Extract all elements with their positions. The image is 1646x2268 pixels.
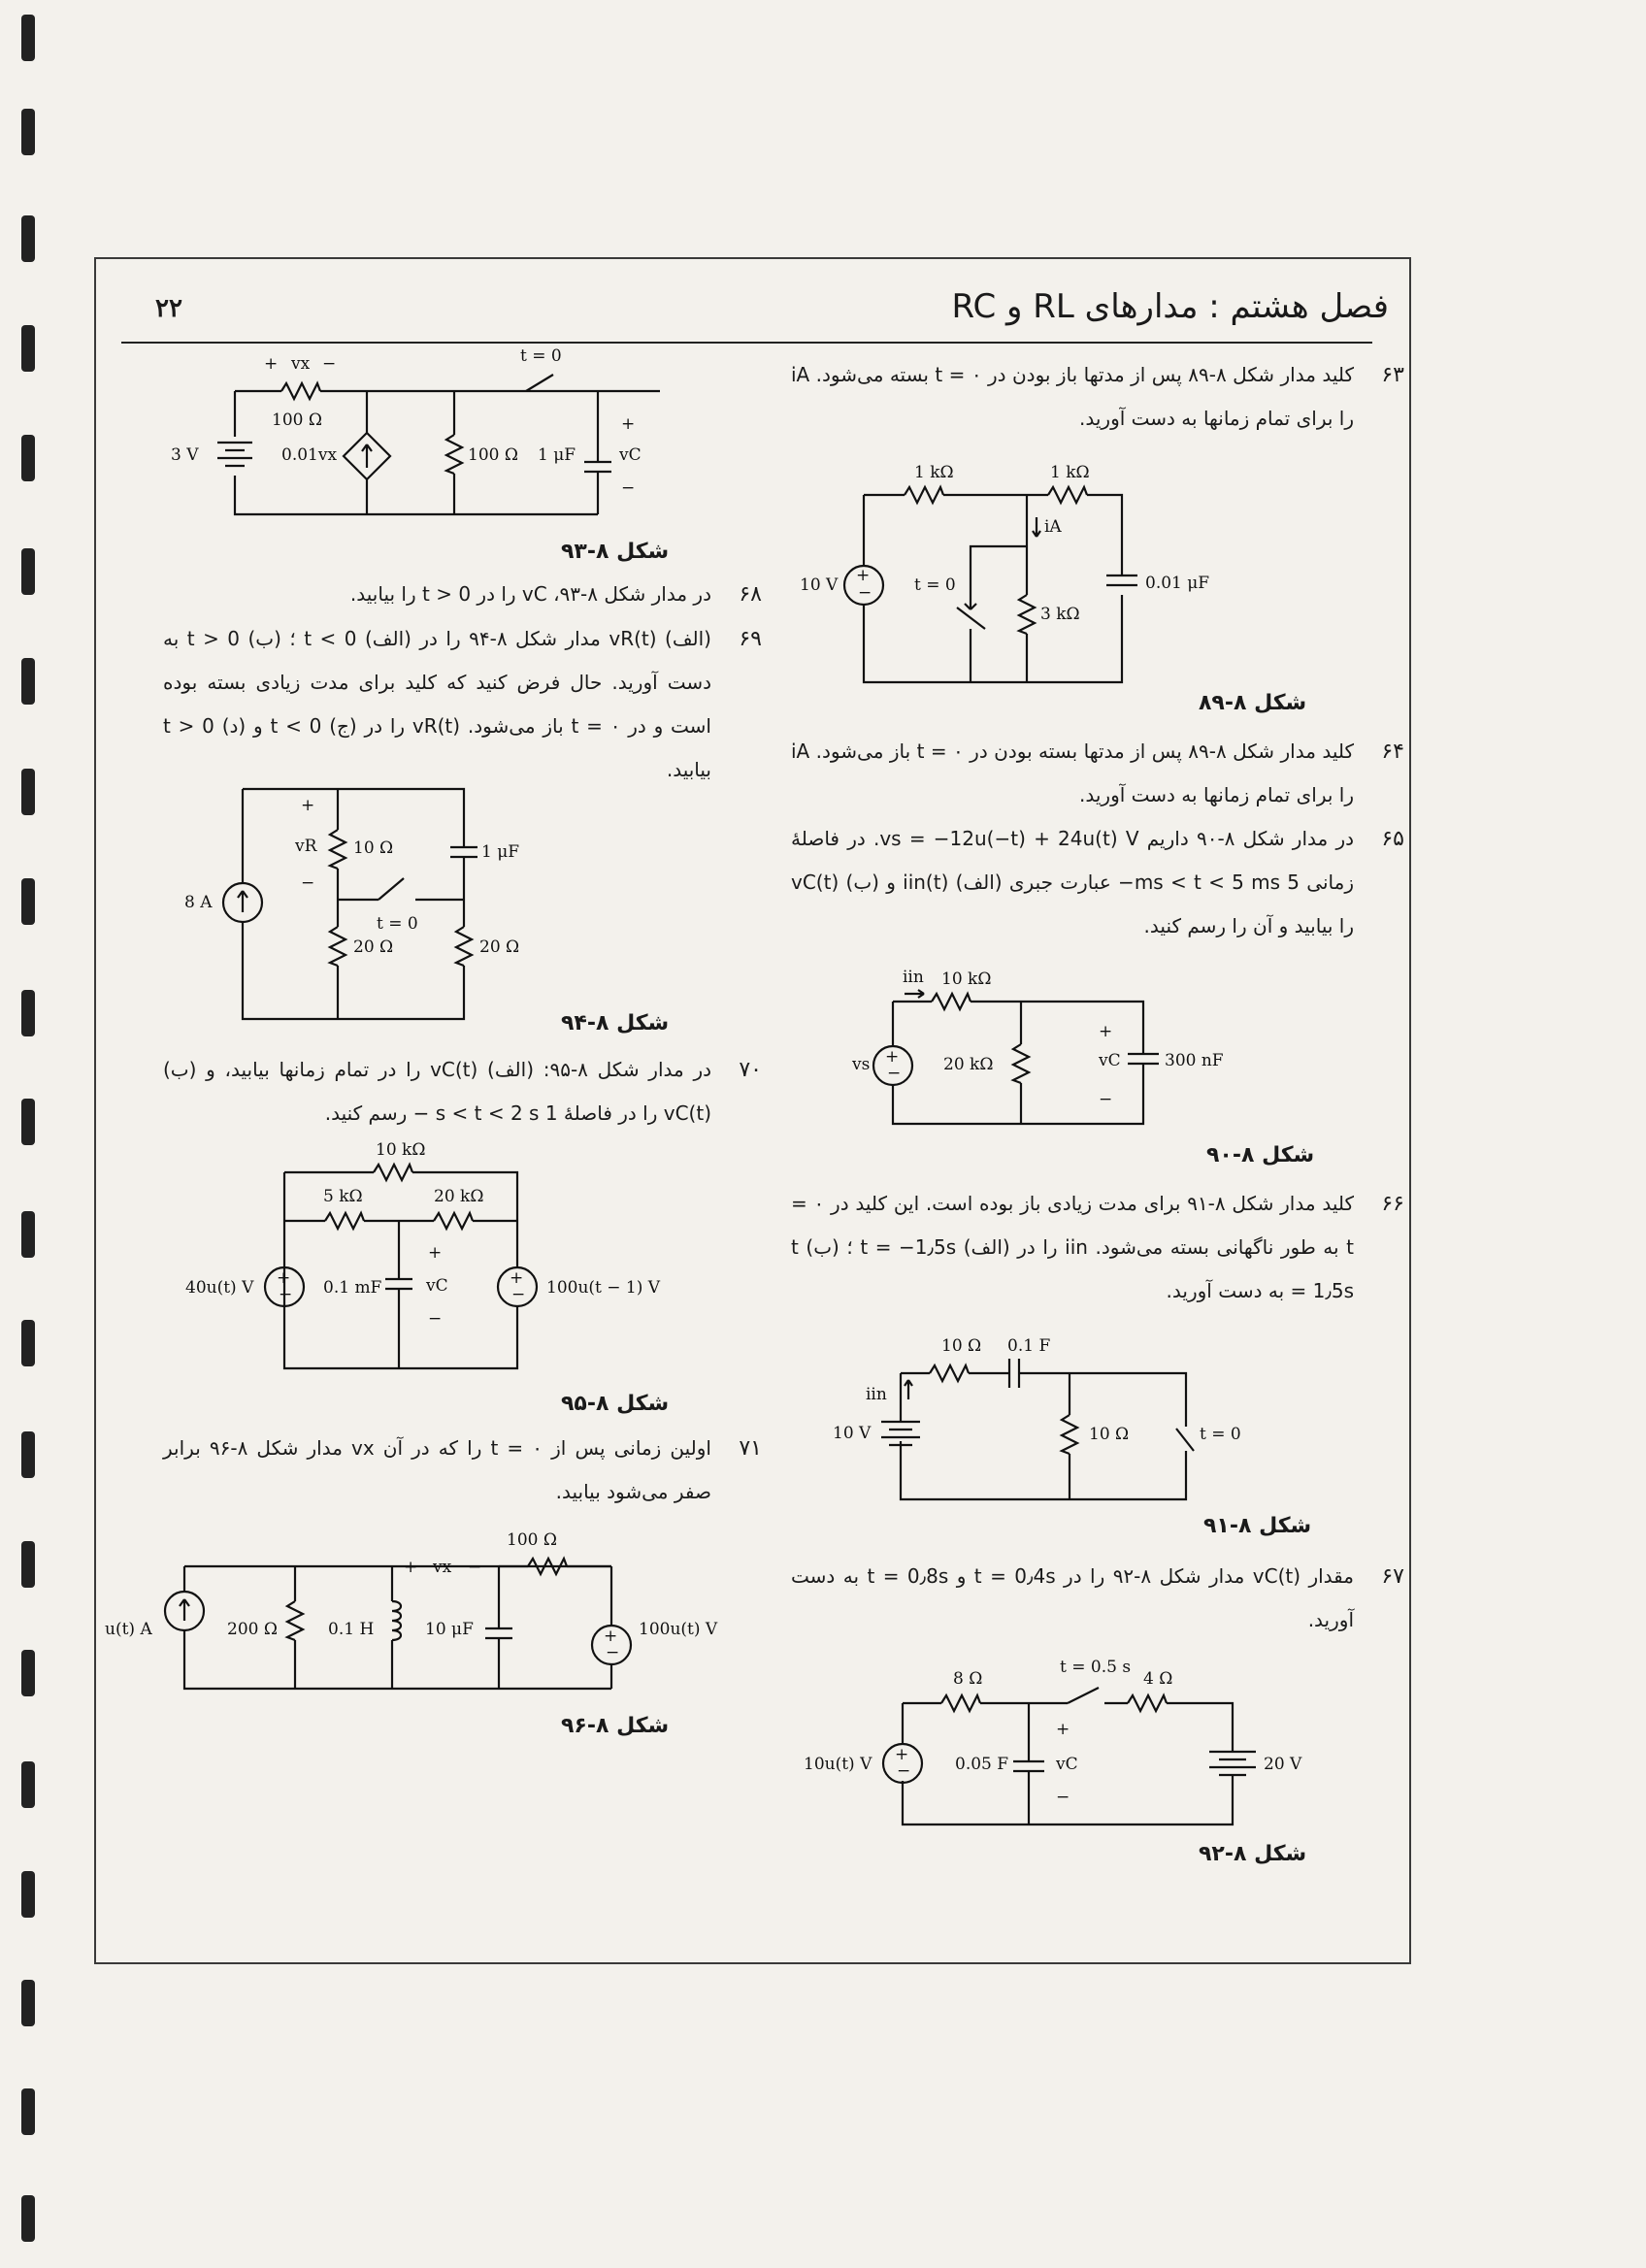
label-cap: 300 nF bbox=[1165, 1051, 1224, 1070]
capacitor bbox=[1106, 575, 1137, 585]
binder-hole bbox=[21, 658, 35, 705]
problem-text: در مدار شکل ۸-۹۵: (الف) vC(t) را در تمام زمانها بیابید، و (ب) vC(t) را در فاصلهٔ 1 s < t < 2 s − رسم کنید. bbox=[163, 1058, 712, 1125]
current-arrow-icon bbox=[1033, 517, 1040, 537]
label-vr: vR bbox=[295, 837, 317, 856]
figure-caption: شکل ۸-۹۲ bbox=[1199, 1842, 1307, 1866]
label-r1: 200 Ω bbox=[227, 1620, 278, 1639]
resistor-100-a bbox=[281, 383, 320, 399]
resistor-200 bbox=[287, 1601, 303, 1640]
circuit-figure-8-94 bbox=[175, 781, 563, 1024]
label-source: 10u(t) V bbox=[804, 1755, 872, 1774]
label-dependent-source: 0.01vx bbox=[281, 445, 338, 465]
label-source-2: 100u(t) V bbox=[639, 1620, 718, 1639]
label-r2: 100 Ω bbox=[468, 445, 518, 465]
svg-text:+: + bbox=[885, 1047, 900, 1067]
switch-blade bbox=[526, 375, 553, 391]
binder-hole bbox=[21, 548, 35, 595]
switch-blade bbox=[379, 878, 404, 900]
binder-hole bbox=[21, 1211, 35, 1258]
capacitor-300nF bbox=[1128, 1054, 1159, 1064]
capacitor-1uF bbox=[450, 847, 477, 857]
label-vc: vC bbox=[426, 1276, 448, 1296]
label-ia: iA bbox=[1044, 517, 1062, 537]
current-arrow-icon bbox=[905, 990, 924, 998]
problem-text: اولین زمانی پس از ۰ = t را که در آن vx مدار شکل ۸-۹۶ برابر صفر می‌شود بیابید. bbox=[163, 1436, 711, 1503]
label-cap: 0.01 μF bbox=[1145, 574, 1210, 593]
switch-blade bbox=[1068, 1688, 1099, 1703]
binder-hole bbox=[21, 2195, 35, 2242]
resistor-10k bbox=[932, 994, 971, 1009]
problem-text: کلید مدار شکل ۸-۹۱ برای مدت زیادی باز بوده است. این کلید در ۰ = t به طور ناگهانی بسته می‌شود. iin را در (الف) t = −1٫5s ؛ (ب) t = 1٫5s به دست آورید. bbox=[791, 1192, 1354, 1302]
label-r1: 10 Ω bbox=[353, 838, 394, 858]
label-iin: iin bbox=[903, 968, 924, 987]
label-cap: 10 μF bbox=[425, 1620, 474, 1639]
current-arrow-icon bbox=[905, 1380, 912, 1399]
svg-text:−: − bbox=[621, 478, 636, 498]
problem-number: ۶۴ bbox=[1381, 740, 1404, 764]
capacitor-0.05F bbox=[1013, 1703, 1044, 1824]
wires bbox=[864, 495, 1122, 682]
label-source: 3 V bbox=[171, 445, 199, 465]
label-iin: iin bbox=[866, 1385, 887, 1404]
label-r3: 20 Ω bbox=[479, 937, 520, 957]
binder-hole bbox=[21, 1980, 35, 2026]
label-r2: 20 kΩ bbox=[943, 1055, 994, 1074]
label-r1: 100 Ω bbox=[272, 411, 322, 430]
resistor-4 bbox=[1128, 1695, 1167, 1711]
plus-sign: + bbox=[404, 1558, 418, 1577]
label-source-1: 40u(t) V bbox=[185, 1278, 254, 1298]
resistor-3k bbox=[1019, 595, 1035, 634]
wires bbox=[284, 1221, 517, 1368]
capacitor-0.1mF bbox=[385, 1221, 412, 1368]
problem-66 bbox=[791, 1182, 1404, 1313]
switch-blade bbox=[1176, 1429, 1194, 1451]
wires bbox=[243, 789, 464, 1019]
problem-text: مقدار vC(t) مدار شکل ۸-۹۲ را در t = 0٫4s و t = 0٫8s به دست آورید. bbox=[791, 1564, 1355, 1631]
wires-middle bbox=[971, 495, 1027, 682]
plus-sign: + bbox=[1056, 1720, 1070, 1739]
label-vx: vx bbox=[433, 1558, 452, 1577]
resistor-8 bbox=[941, 1695, 980, 1711]
wires-middle bbox=[338, 789, 464, 1019]
battery-3V bbox=[217, 443, 252, 466]
binder-hole bbox=[21, 1761, 35, 1808]
label-switch: t = 0.5 s bbox=[1060, 1658, 1132, 1677]
label-cap: 1 μF bbox=[481, 842, 520, 862]
label-source: 10 V bbox=[800, 575, 839, 595]
current-arrow-icon bbox=[238, 891, 247, 912]
label-r1: 10 Ω bbox=[941, 1336, 982, 1356]
label-r3: 3 kΩ bbox=[1040, 605, 1080, 624]
label-r2: 1 kΩ bbox=[1050, 463, 1090, 482]
label-switch: t = 0 bbox=[377, 914, 418, 934]
binder-hole bbox=[21, 990, 35, 1036]
circuit-figure-8-93 bbox=[167, 347, 662, 522]
problem-number: ۷۱ bbox=[739, 1436, 762, 1461]
label-source: 10 V bbox=[833, 1424, 872, 1443]
svg-text:+: + bbox=[510, 1268, 524, 1288]
minus-sign: − bbox=[301, 873, 315, 893]
binder-hole bbox=[21, 1320, 35, 1366]
minus-sign: − bbox=[1099, 1090, 1113, 1109]
label-source: vs bbox=[852, 1055, 871, 1074]
svg-text:+: + bbox=[277, 1268, 291, 1288]
resistor-1k-a bbox=[905, 487, 943, 503]
binder-hole bbox=[21, 1099, 35, 1145]
label-switch: t = 0 bbox=[520, 346, 562, 366]
binder-hole bbox=[21, 325, 35, 372]
problem-number: ۶۶ bbox=[1381, 1192, 1404, 1216]
problem-63 bbox=[791, 353, 1404, 441]
label-switch: t = 0 bbox=[1200, 1425, 1241, 1444]
label-cap: 0.05 F bbox=[955, 1755, 1009, 1774]
label-r3: 20 kΩ bbox=[434, 1187, 484, 1206]
svg-text:+: + bbox=[856, 566, 871, 585]
wires bbox=[901, 1373, 1186, 1499]
label-r2: 4 Ω bbox=[1143, 1669, 1173, 1689]
capacitor-1uF bbox=[584, 391, 611, 472]
problem-text: کلید مدار شکل ۸-۸۹ پس از مدتها باز بودن در ۰ = t بسته می‌شود. iA را برای تمام زمانها به دست آورید. bbox=[791, 363, 1354, 430]
resistor-20k bbox=[1013, 1044, 1029, 1083]
binder-hole bbox=[21, 1650, 35, 1696]
problem-64 bbox=[791, 730, 1404, 817]
figure-caption: شکل ۸-۸۹ bbox=[1199, 691, 1307, 715]
label-r1: 8 Ω bbox=[953, 1669, 983, 1689]
binder-hole bbox=[21, 435, 35, 481]
resistor-20-a bbox=[330, 927, 346, 966]
figure-caption: شکل ۸-۹۳ bbox=[561, 540, 670, 564]
page-number: ۲۲ bbox=[155, 294, 182, 323]
problem-number: ۶۵ bbox=[1381, 827, 1404, 851]
label-r1: 1 kΩ bbox=[914, 463, 954, 482]
svg-text:+: + bbox=[621, 414, 636, 434]
problem-65 bbox=[791, 817, 1404, 948]
binder-hole bbox=[21, 1431, 35, 1478]
minus-sign: − bbox=[468, 1558, 482, 1577]
problem-text: در مدار شکل ۸-۹۰ داریم vs = −12u(−t) + 24u(t) V. در فاصلهٔ زمانی 5 ms < t < 5 ms− عبارت جبری (الف) iin(t) و (ب) vC(t) را بیابید و آن را رسم کنید. bbox=[791, 827, 1355, 937]
binder-hole bbox=[21, 1541, 35, 1588]
label-battery: 20 V bbox=[1264, 1755, 1302, 1774]
current-arrow-icon bbox=[362, 444, 372, 468]
plus-sign: + bbox=[301, 796, 315, 815]
plus-sign: + bbox=[264, 354, 279, 374]
label-vc: vC bbox=[619, 445, 642, 465]
minus-sign: − bbox=[322, 354, 337, 374]
battery-20V bbox=[1209, 1752, 1256, 1775]
label-r2: 5 kΩ bbox=[323, 1187, 363, 1206]
figure-caption: شکل ۸-۹۶ bbox=[561, 1714, 670, 1738]
svg-text:−: − bbox=[606, 1643, 620, 1662]
binder-hole bbox=[21, 1871, 35, 1918]
label-r1: 10 kΩ bbox=[941, 970, 992, 989]
resistor-1k-b bbox=[1048, 487, 1087, 503]
binder-hole bbox=[21, 109, 35, 155]
circuit-figure-8-92 bbox=[796, 1655, 1300, 1834]
problem-number: ۶۷ bbox=[1381, 1564, 1404, 1589]
current-arrow-icon bbox=[180, 1599, 189, 1621]
problem-text: کلید مدار شکل ۸-۸۹ پس از مدتها بسته بودن در ۰ = t باز می‌شود. iA را برای تمام زمانها به دست آورید. bbox=[791, 740, 1354, 806]
resistor-20k bbox=[434, 1213, 473, 1229]
problem-text: (الف) vR(t) مدار شکل ۸-۹۴ را در (الف) t < 0 ؛ (ب) t > 0 به دست آورید. حال فرض کنید که کلید برای مدت زیادی بسته بوده است و در ۰ = t باز می‌شود. vR(t) را در (ج) t < 0 و (د) t > 0 بیابید. bbox=[163, 627, 711, 781]
capacitor-0.1F bbox=[1009, 1359, 1019, 1388]
circuit-figure-8-91 bbox=[825, 1330, 1241, 1509]
resistor-10b bbox=[1062, 1415, 1077, 1454]
problem-number: ۶۹ bbox=[739, 627, 762, 651]
label-r2: 20 Ω bbox=[353, 937, 394, 957]
figure-caption: شکل ۸-۹۱ bbox=[1203, 1514, 1312, 1538]
figure-caption: شکل ۸-۹۴ bbox=[561, 1011, 670, 1035]
label-cap: 0.1 F bbox=[1007, 1336, 1051, 1356]
label-r1: 10 kΩ bbox=[376, 1140, 426, 1160]
resistor-10 bbox=[330, 830, 346, 869]
figure-caption: شکل ۸-۹۵ bbox=[561, 1392, 670, 1416]
label-cap: 0.1 mF bbox=[323, 1278, 382, 1298]
problem-71 bbox=[163, 1427, 762, 1514]
svg-text:−: − bbox=[279, 1285, 293, 1304]
resistor-10k bbox=[374, 1165, 412, 1180]
svg-text:+: + bbox=[604, 1627, 618, 1646]
figure-caption: شکل ۸-۹۰ bbox=[1206, 1143, 1315, 1167]
label-r2: 10 Ω bbox=[1089, 1425, 1130, 1444]
chapter-title: فصل هشتم : مدارهای RL و RC bbox=[951, 287, 1389, 326]
label-source: 8 A bbox=[184, 893, 213, 912]
circuit-figure-8-89 bbox=[796, 464, 1223, 697]
problem-67 bbox=[791, 1555, 1404, 1642]
label-switch: t = 0 bbox=[914, 575, 956, 595]
circuit-figure-8-90 bbox=[835, 968, 1224, 1134]
label-vx: vx bbox=[291, 354, 311, 374]
svg-text:−: − bbox=[858, 583, 872, 603]
plus-sign: + bbox=[1099, 1022, 1113, 1041]
circuit-figure-8-95 bbox=[180, 1140, 684, 1376]
svg-text:+: + bbox=[895, 1745, 909, 1764]
svg-text:−: − bbox=[887, 1064, 902, 1083]
label-cap: 1 μF bbox=[538, 445, 576, 465]
label-source-2: 100u(t − 1) V bbox=[546, 1278, 661, 1298]
resistor-20-b bbox=[456, 927, 472, 966]
resistor-5k bbox=[325, 1213, 364, 1229]
header-rule bbox=[121, 342, 1372, 344]
label-vc: vC bbox=[1099, 1051, 1121, 1070]
svg-text:−: − bbox=[897, 1761, 911, 1781]
binder-hole bbox=[21, 215, 35, 262]
svg-text:−: − bbox=[511, 1285, 526, 1304]
problem-69 bbox=[163, 617, 762, 792]
problem-number: ۶۳ bbox=[1381, 363, 1404, 387]
circuit-figure-8-96 bbox=[105, 1530, 726, 1703]
problem-number: ۷۰ bbox=[739, 1058, 762, 1082]
problem-70 bbox=[163, 1048, 762, 1135]
label-vc: vC bbox=[1056, 1755, 1078, 1774]
binder-hole bbox=[21, 878, 35, 925]
resistor-100-b bbox=[446, 435, 462, 474]
minus-sign: − bbox=[1056, 1788, 1070, 1807]
switch-blade bbox=[957, 608, 985, 629]
problem-text: در مدار شکل ۸-۹۳، vC را در t > 0 را بیابید. bbox=[349, 582, 711, 606]
problem-number: ۶۸ bbox=[739, 582, 762, 607]
label-r2: 100 Ω bbox=[507, 1530, 557, 1550]
inductor-0.1H bbox=[392, 1566, 401, 1689]
problem-68 bbox=[163, 573, 762, 616]
binder-hole bbox=[21, 2088, 35, 2135]
label-inductor: 0.1 H bbox=[328, 1620, 375, 1639]
resistor-10 bbox=[930, 1365, 969, 1381]
binder-hole bbox=[21, 769, 35, 815]
minus-sign: − bbox=[428, 1309, 443, 1329]
label-source-1: u(t) A bbox=[105, 1620, 152, 1639]
plus-sign: + bbox=[428, 1243, 443, 1263]
binder-hole bbox=[21, 15, 35, 61]
capacitor-10uF bbox=[485, 1566, 512, 1689]
